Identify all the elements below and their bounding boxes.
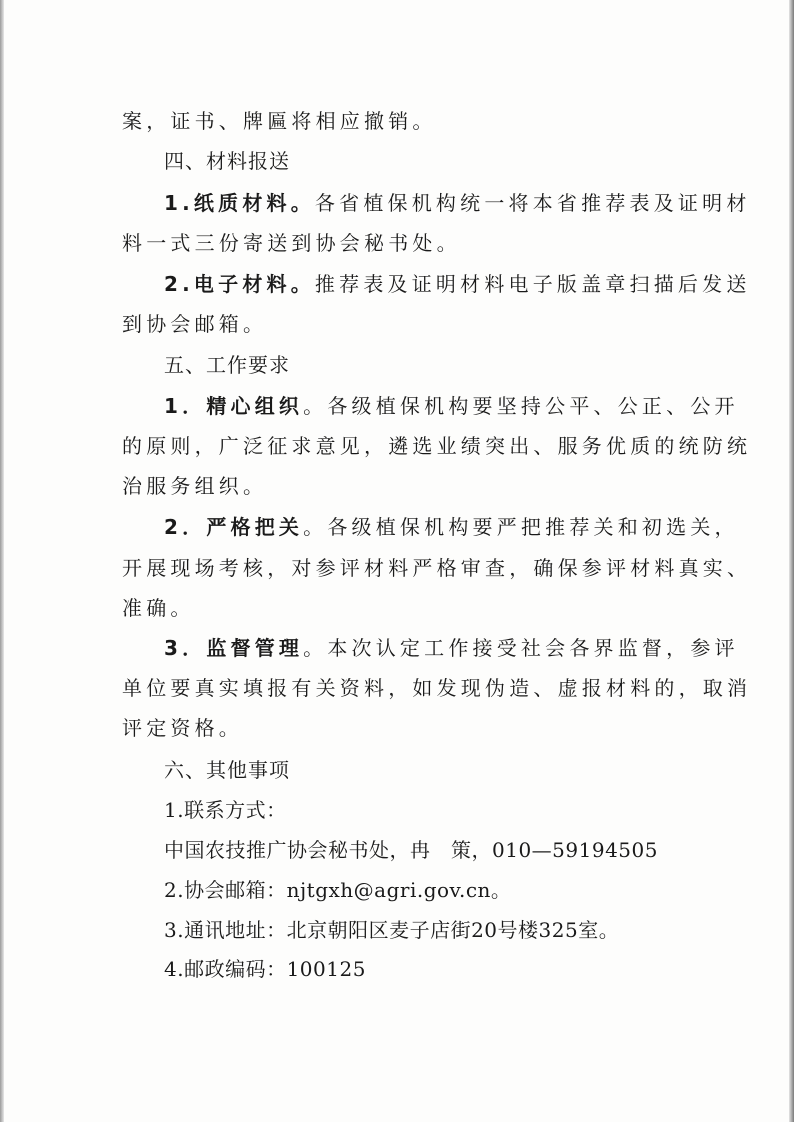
text-line-supervision-cont-2: 评定资格。 [122,716,243,740]
text-line-checking-cont-2: 准确。 [122,596,195,620]
contact-label: 1.联系方式： [164,798,287,822]
section-heading-requirements: 五、工作要求 [164,353,290,377]
text-line-electronic-materials-cont: 到协会邮箱。 [122,312,268,336]
paper-materials-text: 各省植保机构统一将本省推荐表及证明材 [314,191,751,215]
text-line-revocation: 案，证书、牌匾将相应撤销。 [122,109,437,133]
paragraph-electronic-materials [164,266,751,302]
supervision-text: 。本次认定工作接受社会各界监督，参评 [303,636,739,660]
text-line-checking-cont-1: 开展现场考核，对参评材料严格审查，确保参评材料真实、 [122,556,752,580]
scan-edge-left [0,0,4,1122]
electronic-materials-text: 推荐表及证明材料电子版盖章扫描后发送 [314,272,751,296]
mailing-address: 3.通讯地址：北京朝阳区麦子店街20号楼325室。 [164,918,620,942]
careful-organization-text: 。各级植保机构要坚持公平、公正、公开 [303,394,739,418]
text-line-supervision-cont-1: 单位要真实填报有关资料，如发现伪造、虚报材料的，取消 [122,676,752,700]
paragraph-careful-organization [164,388,739,424]
text-line-paper-materials-cont: 料一式三份寄送到协会秘书处。 [122,231,461,255]
text-line-organization-cont-2: 治服务组织。 [122,474,268,498]
careful-organization-title: 1．精心组织 [164,394,304,418]
electronic-materials-title: 2.电子材料。 [164,272,315,296]
paragraph-strict-checking [164,509,739,545]
strict-checking-text: 。各级植保机构要严把推荐关和初选关， [303,515,739,539]
paragraph-supervision [164,630,739,666]
scan-edge-right [789,0,794,1122]
strict-checking-title: 2．严格把关 [164,515,304,539]
paper-materials-title: 1.纸质材料。 [164,191,315,215]
supervision-title: 3．监督管理 [164,636,304,660]
section-heading-materials: 四、材料报送 [164,149,290,173]
text-line-organization-cont-1: 的原则，广泛征求意见，遴选业绩突出、服务优质的统防统 [122,434,752,458]
contact-detail: 中国农技推广协会秘书处，冉 策，010—59194505 [164,838,658,862]
section-heading-other: 六、其他事项 [164,758,290,782]
postal-code: 4.邮政编码：100125 [164,957,366,981]
association-email: 2.协会邮箱：njtgxh@agri.gov.cn。 [164,878,512,902]
paragraph-paper-materials [164,185,751,221]
